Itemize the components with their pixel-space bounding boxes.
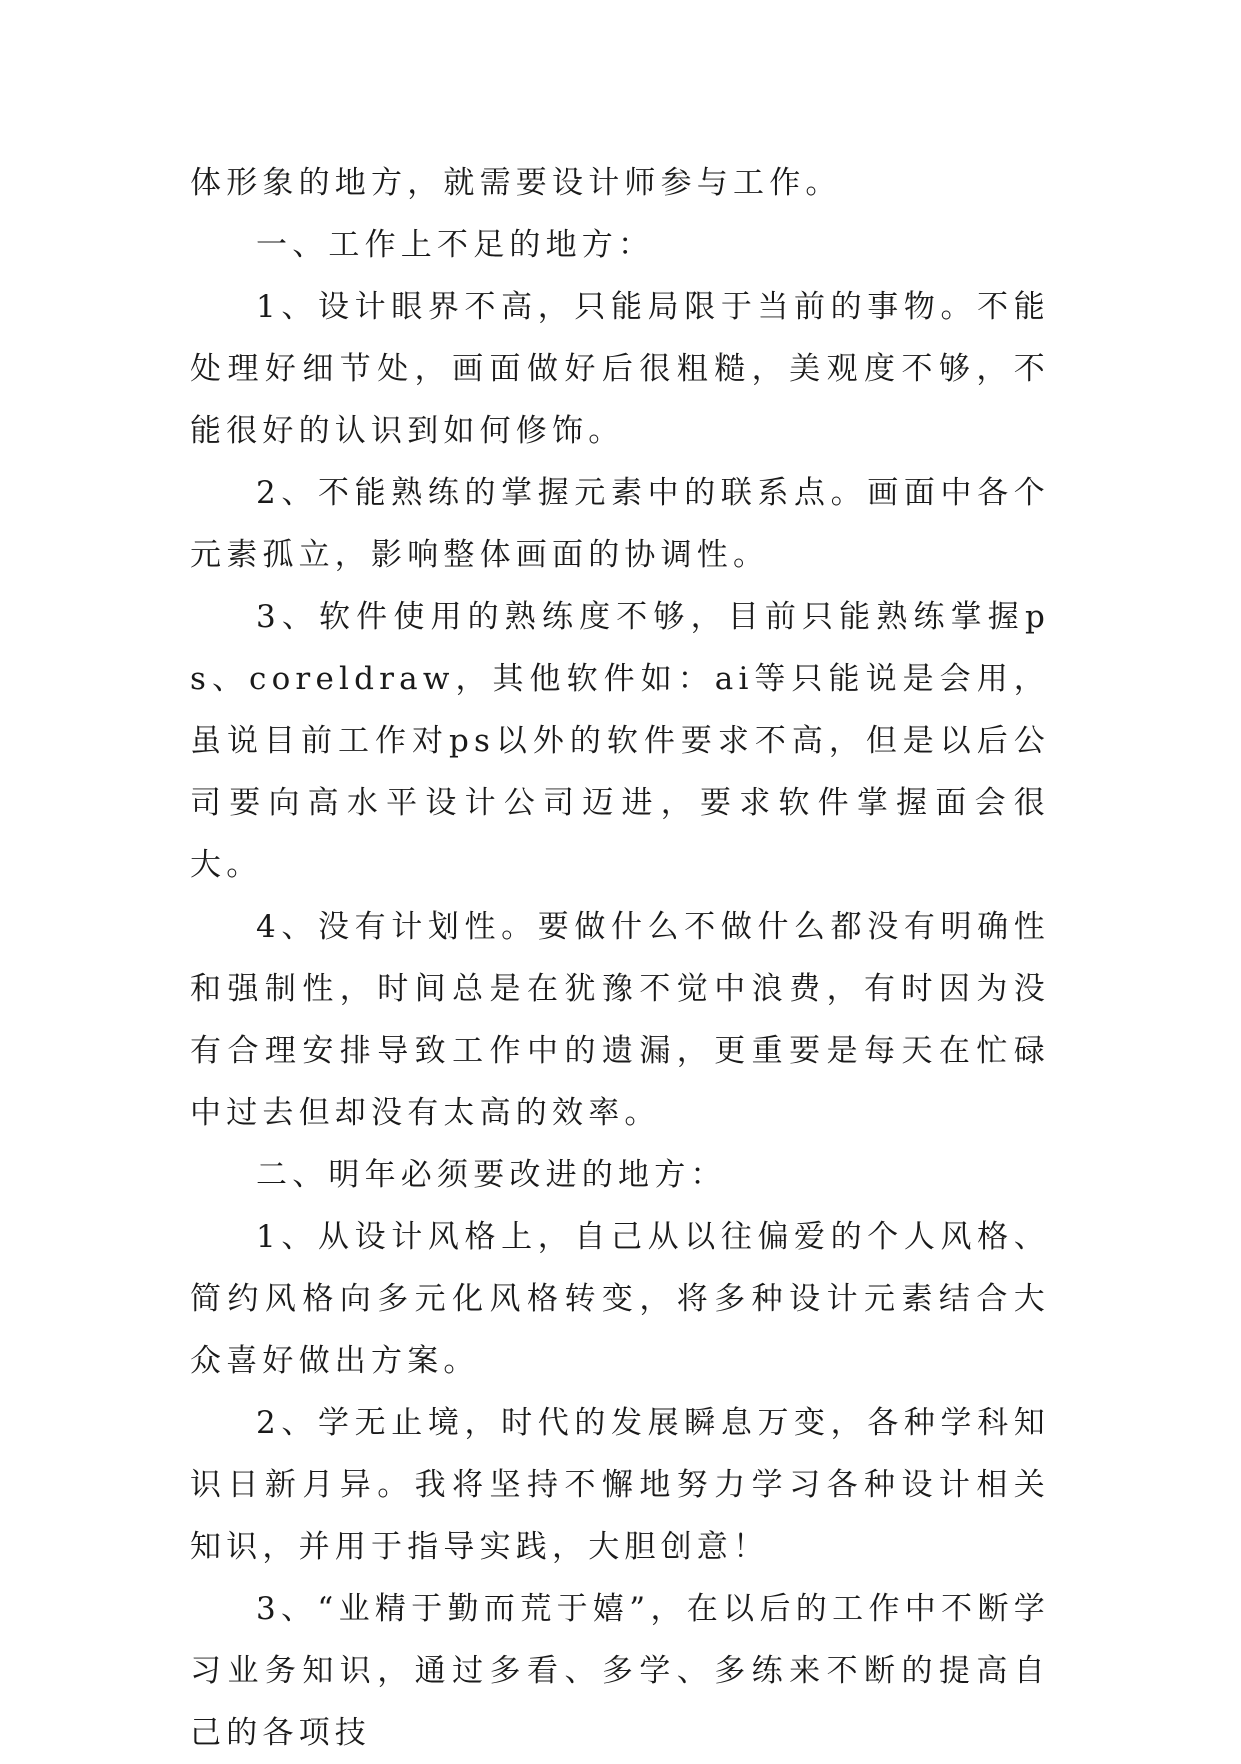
paragraph-improvement-3: 3、“业精于勤而荒于嬉”，在以后的工作中不断学习业务知识，通过多看、多学、多练来不断的提高自己的各项技	[190, 1591, 1050, 1751]
paragraph-improvement-1: 1、从设计风格上，自己从以往偏爱的个人风格、简约风格向多元化风格转变，将多种设计元素结合大众喜好做出方案。	[190, 1219, 1050, 1379]
section-heading-shortcomings: 一、工作上不足的地方：	[256, 227, 655, 263]
paragraph-improvement-2: 2、学无止境，时代的发展瞬息万变，各种学科知识日新月异。我将坚持不懈地努力学习各种设计相关知识，并用于指导实践，大胆创意！	[190, 1405, 1050, 1565]
document-body	[190, 152, 1050, 1764]
section-heading-improvements: 二、明年必须要改进的地方：	[256, 1157, 727, 1193]
paragraph-shortcoming-4: 4、没有计划性。要做什么不做什么都没有明确性和强制性，时间总是在犹豫不觉中浪费，有时因为没有合理安排导致工作中的遗漏，更重要是每天在忙碌中过去但却没有太高的效率。	[190, 909, 1050, 1131]
paragraph-shortcoming-2: 2、不能熟练的掌握元素中的联系点。画面中各个元素孤立，影响整体画面的协调性。	[190, 475, 1050, 573]
paragraph-continuation: 体形象的地方，就需要设计师参与工作。	[190, 165, 842, 201]
paragraph-shortcoming-1: 1、设计眼界不高，只能局限于当前的事物。不能处理好细节处，画面做好后很粗糙，美观度不够，不能很好的认识到如何修饰。	[190, 289, 1050, 449]
paragraph-shortcoming-3: 3、软件使用的熟练度不够，目前只能熟练掌握ps、coreldraw，其他软件如：ai等只能说是会用，虽说目前工作对ps以外的软件要求不高，但是以后公司要向高水平设计公司迈进，要求软件掌握面会很大。	[190, 599, 1050, 883]
